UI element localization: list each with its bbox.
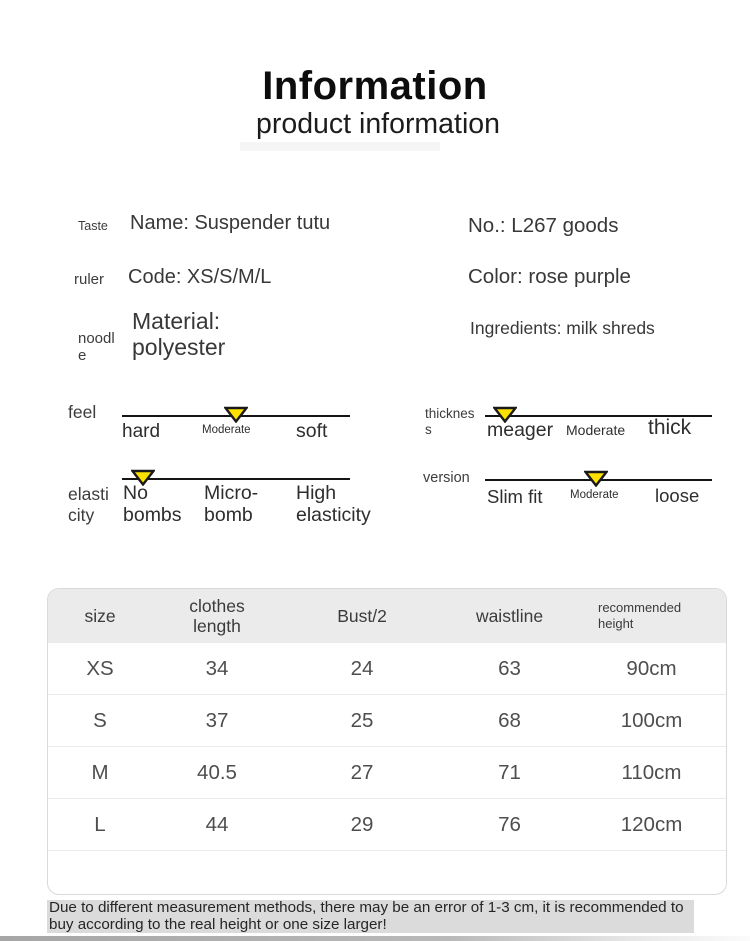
cell-waistline: 68 xyxy=(498,708,521,732)
column-header-waistline: waistline xyxy=(475,605,544,626)
column-header-recommended-height xyxy=(577,600,726,632)
cell-waistline: 71 xyxy=(498,760,521,784)
thickness-label: thickness xyxy=(425,406,475,437)
elasticity-label: elasticity xyxy=(68,484,109,525)
thickness-option-thick: thick xyxy=(648,416,692,439)
taste-label: Taste xyxy=(78,219,108,233)
bottom-edge-strip xyxy=(0,936,750,941)
cell-recommended-height: 90cm xyxy=(626,656,677,680)
feel-label: feel xyxy=(68,402,97,422)
elasticity-slider-track xyxy=(122,478,350,480)
thickness-option-moderate: Moderate xyxy=(566,422,626,438)
version-label: version xyxy=(423,470,470,486)
cell-clothes-length: 44 xyxy=(205,812,229,836)
feel-slider-track xyxy=(122,415,350,417)
cell-bust: 29 xyxy=(350,812,374,836)
subtitle-highlight-band xyxy=(240,142,440,151)
cell-size: S xyxy=(93,708,107,732)
cell-clothes-length: 40.5 xyxy=(197,760,237,784)
elasticity-option-high-elasticity: High elasticity xyxy=(296,482,371,526)
product-name-value: Name: Suspender tutu xyxy=(130,212,331,234)
column-header-recommended-height-text: recommended height xyxy=(598,600,682,631)
feel-option-hard: hard xyxy=(122,421,161,442)
cell-clothes-length: 37 xyxy=(205,708,229,732)
ruler-label: ruler xyxy=(74,271,105,288)
version-slider-track xyxy=(485,479,712,481)
color-value: Color: rose purple xyxy=(468,265,631,288)
column-header-size: size xyxy=(84,605,116,626)
cell-recommended-height: 100cm xyxy=(620,708,683,732)
version-option-moderate: Moderate xyxy=(570,489,619,501)
page-subtitle: product information xyxy=(256,108,500,140)
cell-waistline: 76 xyxy=(498,812,521,836)
version-marker-triangle-icon xyxy=(584,470,608,487)
table-row-xs xyxy=(48,643,726,695)
cell-recommended-height: 110cm xyxy=(621,760,682,784)
feel-option-soft: soft xyxy=(296,420,328,442)
table-row-s xyxy=(48,695,726,747)
cell-size: L xyxy=(94,812,106,836)
cell-bust: 27 xyxy=(350,760,374,784)
elasticity-option-micro-bomb: Micro-bomb xyxy=(204,482,259,526)
page-title: Information xyxy=(262,64,488,108)
version-option-loose: loose xyxy=(655,485,700,506)
feel-option-moderate: Moderate xyxy=(202,424,251,436)
item-number-value: No.: L267 goods xyxy=(468,214,619,237)
ingredients-value: Ingredients: milk shreds xyxy=(470,318,655,338)
table-row-l xyxy=(48,799,726,851)
column-header-clothes-length xyxy=(152,596,282,637)
noodle-label: noodle xyxy=(78,330,115,364)
table-row-m xyxy=(48,747,726,799)
column-header-bust: Bust/2 xyxy=(337,605,387,626)
column-header-clothes-length-text: clothes length xyxy=(189,595,245,636)
cell-bust: 25 xyxy=(350,708,374,732)
cell-clothes-length: 34 xyxy=(205,656,229,680)
version-option-slim-fit: Slim fit xyxy=(487,486,543,507)
measurement-note: Due to different measurement methods, there may be an error of 1-3 cm, it is recommended to buy according to the real height or one size larger! xyxy=(47,900,694,933)
cell-size: XS xyxy=(86,656,114,680)
size-code-value: Code: XS/S/M/L xyxy=(128,266,272,288)
cell-recommended-height: 120cm xyxy=(620,812,683,836)
cell-waistline: 63 xyxy=(498,656,521,680)
cell-bust: 24 xyxy=(350,656,374,680)
material-value: Material: polyester xyxy=(132,308,226,360)
cell-size: M xyxy=(91,760,109,784)
table-bottom-spacer xyxy=(48,851,726,894)
elasticity-option-no-bombs: No bombs xyxy=(123,482,182,526)
size-table-header xyxy=(48,589,726,643)
thickness-option-meager: meager xyxy=(487,419,554,441)
feel-marker-triangle-icon xyxy=(224,406,248,423)
size-table xyxy=(47,588,727,895)
